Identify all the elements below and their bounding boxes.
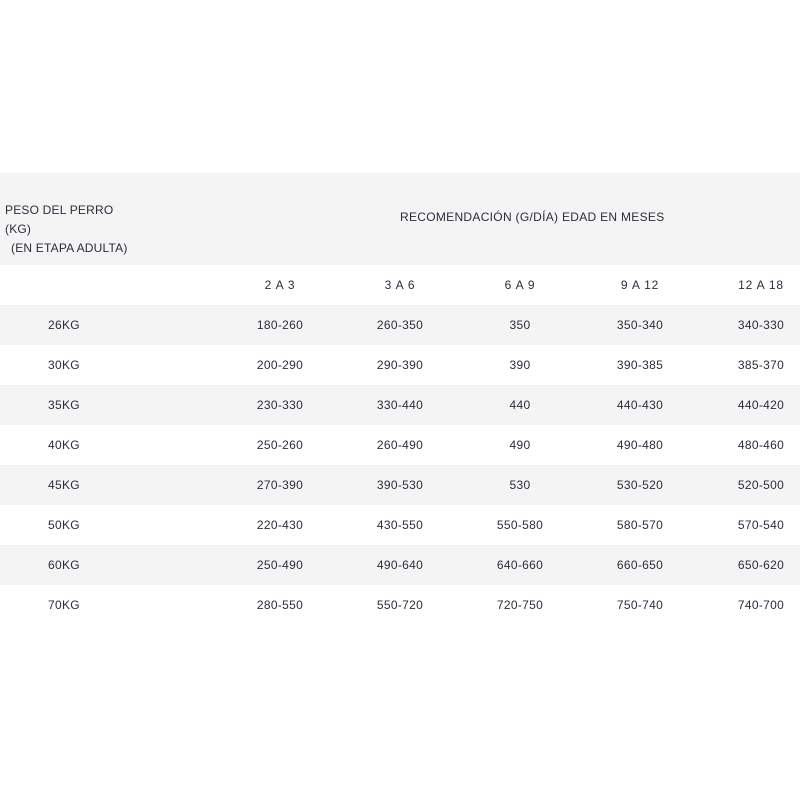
- age-column-header: 2 A 3: [264, 278, 296, 292]
- value-cell: 660-650: [616, 558, 664, 572]
- value-cell: 440: [509, 398, 531, 412]
- weight-cell: 35KG: [48, 398, 80, 412]
- value-cell: 520-500: [737, 478, 785, 492]
- value-cell: 230-330: [256, 398, 304, 412]
- value-cell: 550-720: [376, 598, 424, 612]
- age-column-header: 12 A 18: [738, 278, 784, 292]
- age-column-header: 6 A 9: [504, 278, 536, 292]
- weight-cell: 50KG: [48, 518, 80, 532]
- value-cell: 490: [509, 438, 531, 452]
- table-row: [0, 505, 800, 545]
- value-cell: 650-620: [737, 558, 785, 572]
- value-cell: 440-420: [737, 398, 785, 412]
- value-cell: 260-350: [376, 318, 424, 332]
- weight-header-line2: (EN ETAPA ADULTA): [11, 241, 128, 255]
- value-cell: 480-460: [737, 438, 785, 452]
- value-cell: 740-700: [737, 598, 785, 612]
- recommendation-header: RECOMENDACIÓN (G/DÍA) EDAD EN MESES: [400, 210, 665, 224]
- value-cell: 340-330: [737, 318, 785, 332]
- value-cell: 750-740: [616, 598, 664, 612]
- value-cell: 720-750: [496, 598, 544, 612]
- weight-column-header: [5, 201, 140, 258]
- age-column-header: 9 A 12: [620, 278, 660, 292]
- weight-cell: 60KG: [48, 558, 80, 572]
- value-cell: 530: [509, 478, 531, 492]
- value-cell: 330-440: [376, 398, 424, 412]
- value-cell: 550-580: [496, 518, 544, 532]
- value-cell: 220-430: [256, 518, 304, 532]
- age-columns-row: [0, 265, 800, 305]
- value-cell: 390-385: [616, 358, 664, 372]
- table-row: [0, 425, 800, 465]
- table-row: [0, 465, 800, 505]
- weight-header-line1: PESO DEL PERRO (KG): [5, 203, 114, 236]
- value-cell: 430-550: [376, 518, 424, 532]
- table-header: [0, 173, 800, 265]
- value-cell: 250-490: [256, 558, 304, 572]
- weight-cell: 26KG: [48, 318, 80, 332]
- value-cell: 580-570: [616, 518, 664, 532]
- weight-cell: 45KG: [48, 478, 80, 492]
- value-cell: 490-480: [616, 438, 664, 452]
- age-column-header: 3 A 6: [384, 278, 416, 292]
- value-cell: 390-530: [376, 478, 424, 492]
- value-cell: 180-260: [256, 318, 304, 332]
- table-row: [0, 305, 800, 345]
- value-cell: 530-520: [616, 478, 664, 492]
- table-row: [0, 585, 800, 625]
- value-cell: 350: [509, 318, 531, 332]
- value-cell: 250-260: [256, 438, 304, 452]
- value-cell: 390: [509, 358, 531, 372]
- value-cell: 570-540: [737, 518, 785, 532]
- value-cell: 260-490: [376, 438, 424, 452]
- value-cell: 270-390: [256, 478, 304, 492]
- value-cell: 280-550: [256, 598, 304, 612]
- value-cell: 440-430: [616, 398, 664, 412]
- table-row: [0, 545, 800, 585]
- weight-cell: 40KG: [48, 438, 80, 452]
- weight-cell: 70KG: [48, 598, 80, 612]
- weight-cell: 30KG: [48, 358, 80, 372]
- value-cell: 200-290: [256, 358, 304, 372]
- table-row: [0, 345, 800, 385]
- value-cell: 490-640: [376, 558, 424, 572]
- feeding-table: [0, 173, 800, 625]
- value-cell: 350-340: [616, 318, 664, 332]
- value-cell: 290-390: [376, 358, 424, 372]
- value-cell: 640-660: [496, 558, 544, 572]
- table-row: [0, 385, 800, 425]
- value-cell: 385-370: [737, 358, 785, 372]
